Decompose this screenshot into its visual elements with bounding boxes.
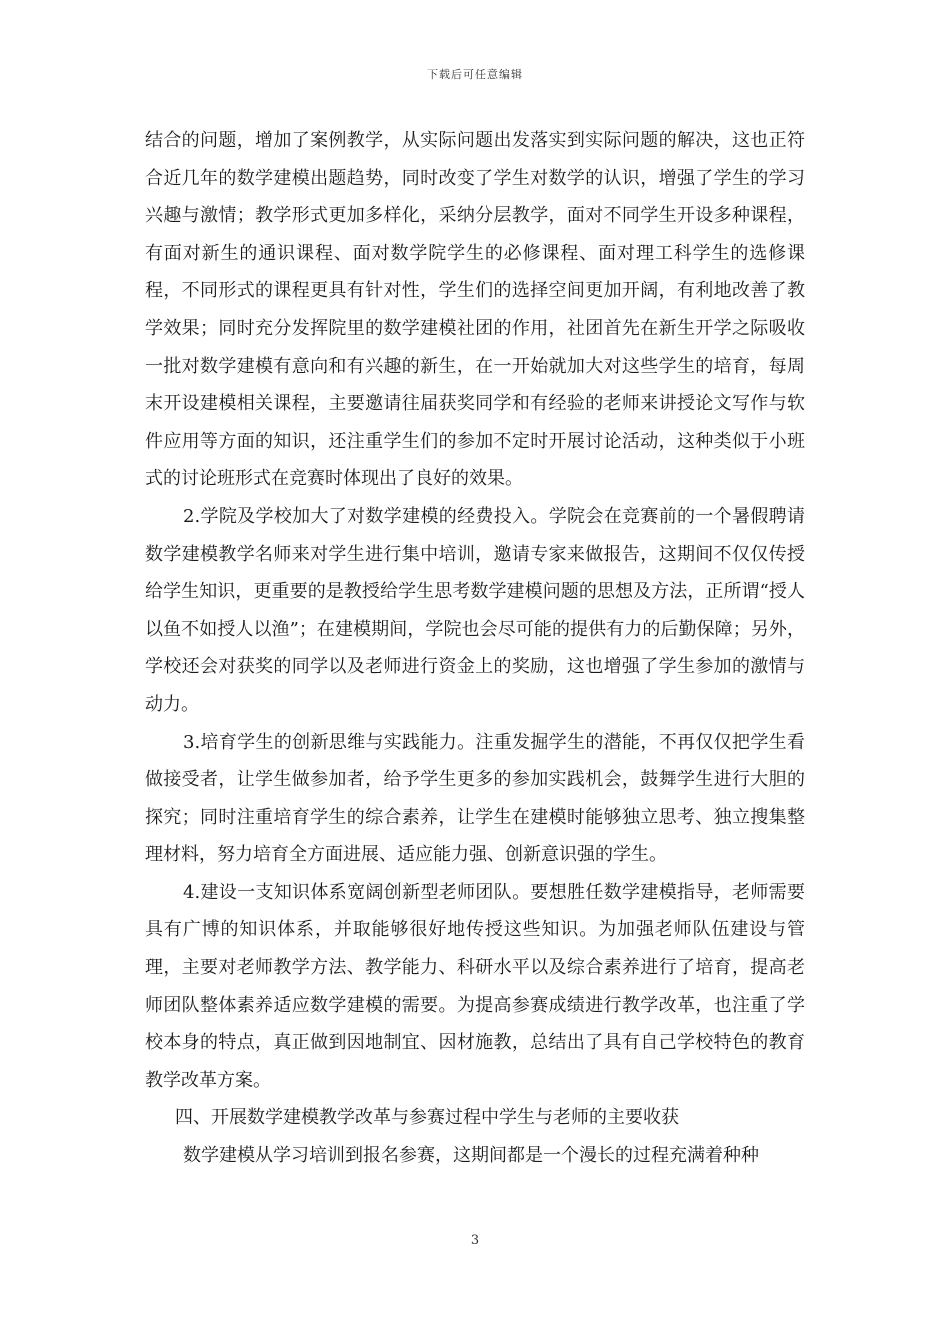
page-header-note: 下载后可任意编辑 xyxy=(427,68,523,81)
paragraph-continuation: 结合的问题，增加了案例教学，从实际问题出发落实到实际问题的解决，这也正符合近几年的数学建模出题趋势，同时改变了学生对数学的认识，增强了学生的学习兴趣与激情；教学形式更加多样化，采纳分层教学，面对不同学生开设多种课程，有面对新生的通识课程、面对数学院学生的必修课程、面对理工科学生的选修课程，不同形式的课程更具有针对性，学生们的选择空间更加开阔，有利地改善了教学效果；同时充分发挥院里的数学建模社团的作用，社团首先在新生开学之际吸收一批对数学建模有意向和有兴趣的新生，在一开始就加大对这些学生的培育，每周末开设建模相关课程，主要邀请往届获奖同学和有经验的老师来讲授论文写作与软件应用等方面的知识，还注重学生们的参加不定时开展讨论活动，这种类似于小班式的讨论班形式在竞赛时体现出了良好的效果。 xyxy=(145,130,805,490)
page-number: 3 xyxy=(470,1233,480,1248)
paragraph-final: 数学建模从学习培训到报名参赛，这期间都是一个漫长的过程充满着种种 xyxy=(183,1145,759,1167)
paragraph-item-2: 2.学院及学校加大了对数学建模的经费投入。学院会在竞赛前的一个暑假聘请数学建模教学名师来对学生进行集中培训，邀请专家来做报告，这期间不仅仅传授给学生知识，更重要的是教授给学生思考数学建模问题的思想及方法，正所谓“授人以鱼不如授人以渔”；在建模期间，学院也会尽可能的提供有力的后勤保障；另外，学校还会对获奖的同学以及老师进行资金上的奖励，这也增强了学生参加的激情与动力。 xyxy=(145,505,805,715)
paragraph-item-4: 4.建设一支知识体系宽阔创新型老师团队。要想胜任数学建模指导，老师需要具有广博的知识体系，并取能够很好地传授这些知识。为加强老师队伍建设与管理，主要对老师教学方法、教学能力、科研水平以及综合素养进行了培育，提高老师团队整体素养适应数学建模的需要。为提高参赛成绩进行教学改革，也注重了学校本身的特点，真正做到因地制宜、因材施教，总结出了具有自己学校特色的教育教学改革方案。 xyxy=(145,881,805,1091)
section-heading: 四、开展数学建模教学改革与参赛过程中学生与老师的主要收获 xyxy=(175,1107,679,1129)
paragraph-item-3: 3.培育学生的创新思维与实践能力。注重发掘学生的潜能，不再仅仅把学生看做接受者，让学生做参加者，给予学生更多的参加实践机会，鼓舞学生进行大胆的探究；同时注重培育学生的综合素养，让学生在建模时能够独立思考、独立搜集整理材料，努力培育全方面进展、适应能力强、创新意识强的学生。 xyxy=(145,731,805,866)
document-body xyxy=(145,122,805,1175)
